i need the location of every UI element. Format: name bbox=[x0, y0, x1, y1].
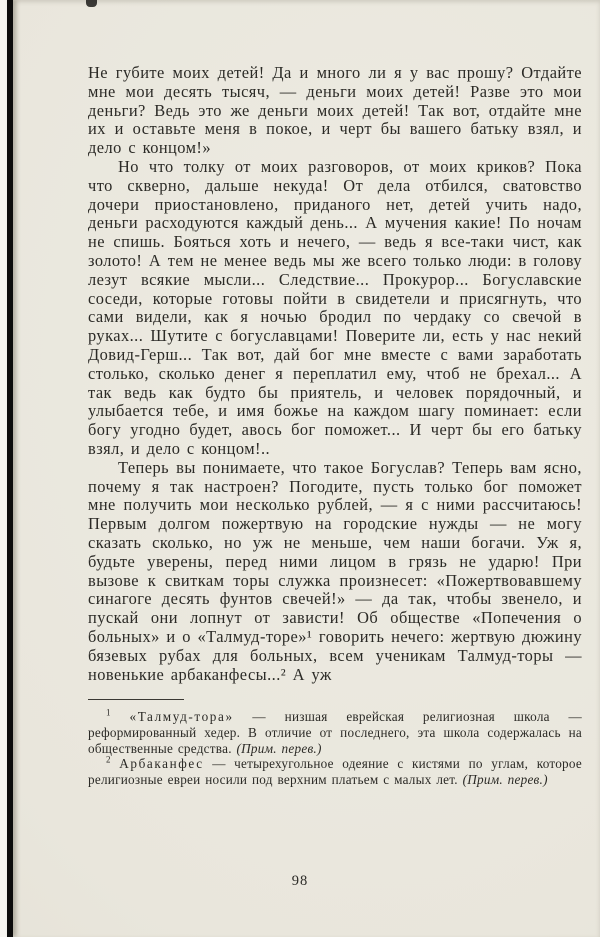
scan-artifact bbox=[86, 0, 97, 7]
paragraph: Теперь вы понимаете, что такое Богуслав? Теперь вам ясно, почему я так настроен? Погодите, пусть только бог поможет мне получить мои несколько рублей, — я с ними рассчитаюсь! Первым долгом пожертвую на городские нужды — не могу сказать сколько, но уж не меньше, чем наши богачи. Уж я, будьте уверены, перед ними лицом в грязь не ударю! При вызове к свиткам торы служка произнесет: «Пожертвовавшему синагоге десять фунтов свечей!» — да так, чтобы звенело, и пускай они лопнут от зависти! Об обществе «Попечения о больных» и о «Талмуд-торе»¹ говорить нечего: жертвую дюжину бязевых рубах для больных, всем ученикам Талмуд-торы — новенькие арбаканфесы...² А уж bbox=[88, 457, 582, 684]
footnote-term: Арбаканфес bbox=[119, 756, 204, 772]
paragraph: Но что толку от моих разговоров, от моих криков? Пока что скверно, дальше некуда! От дела отбился, сватовство дочери приостановлено, приданого нет, детей учить надо, деньги расходуются каждый день... А мучения какие! По ночам не спишь. Бояться хоть и нечего, — ведь я все-таки чист, как золото! А тем не менее ведь мы же всего только люди: в голову лезут всякие мысли... Следствие... Прокурор... Богуславские соседи, которые готовы пойти в свидетели и присягнуть, что сами видели, как я ночью бродил по чердаку со свечой в руках... Шутите с богуславцами! Поверите ли, есть у нас некий Довид-Герш... Так вот, дай бог мне вместе с вами заработать столько, сколько денег я переплатил ему, чтоб не брехал... А так ведь как будто бы приятель, и человек порядочный, и улыбается тебе, и имя божье на каждом шагу поминает: если богу угодно будет, авось бог поможет... И черт бы его батьку взял, и дело с концом!.. bbox=[88, 156, 582, 458]
translator-note: (Прим. перев.) bbox=[462, 772, 548, 788]
footnote-separator bbox=[88, 699, 184, 700]
footnote-marker: 2 bbox=[106, 755, 111, 766]
page-text-block bbox=[88, 64, 582, 788]
page-number: 98 bbox=[291, 873, 309, 889]
translator-note: (Прим. перев.) bbox=[236, 740, 322, 756]
scanner-edge bbox=[0, 0, 7, 937]
book-spine-shadow bbox=[7, 0, 13, 937]
footnote-marker: 1 bbox=[106, 707, 111, 718]
footnote-text: — низшая еврейская религиозная школа — реформированный хедер. В отличие от последнего, эта школа содержалась на общественные средства. bbox=[88, 709, 582, 756]
footnote-term: «Талмуд-тора» bbox=[129, 709, 234, 725]
footnote bbox=[88, 756, 582, 787]
footnote-text: — четырехугольное одеяние с кистями по углам, которое религиозные евреи носили под верхним платьем с малых лет. bbox=[88, 756, 582, 788]
footnote bbox=[88, 709, 582, 756]
paragraph: Не губите моих детей! Да и много ли я у вас прошу? Отдайте мне мои десять тысяч, — деньги моих детей! Разве это мои деньги? Ведь это же деньги моих детей! Так вот, отдайте мне их и оставьте меня в покое, и черт бы вашего батьку взял, и дело с концом!» bbox=[88, 63, 582, 158]
